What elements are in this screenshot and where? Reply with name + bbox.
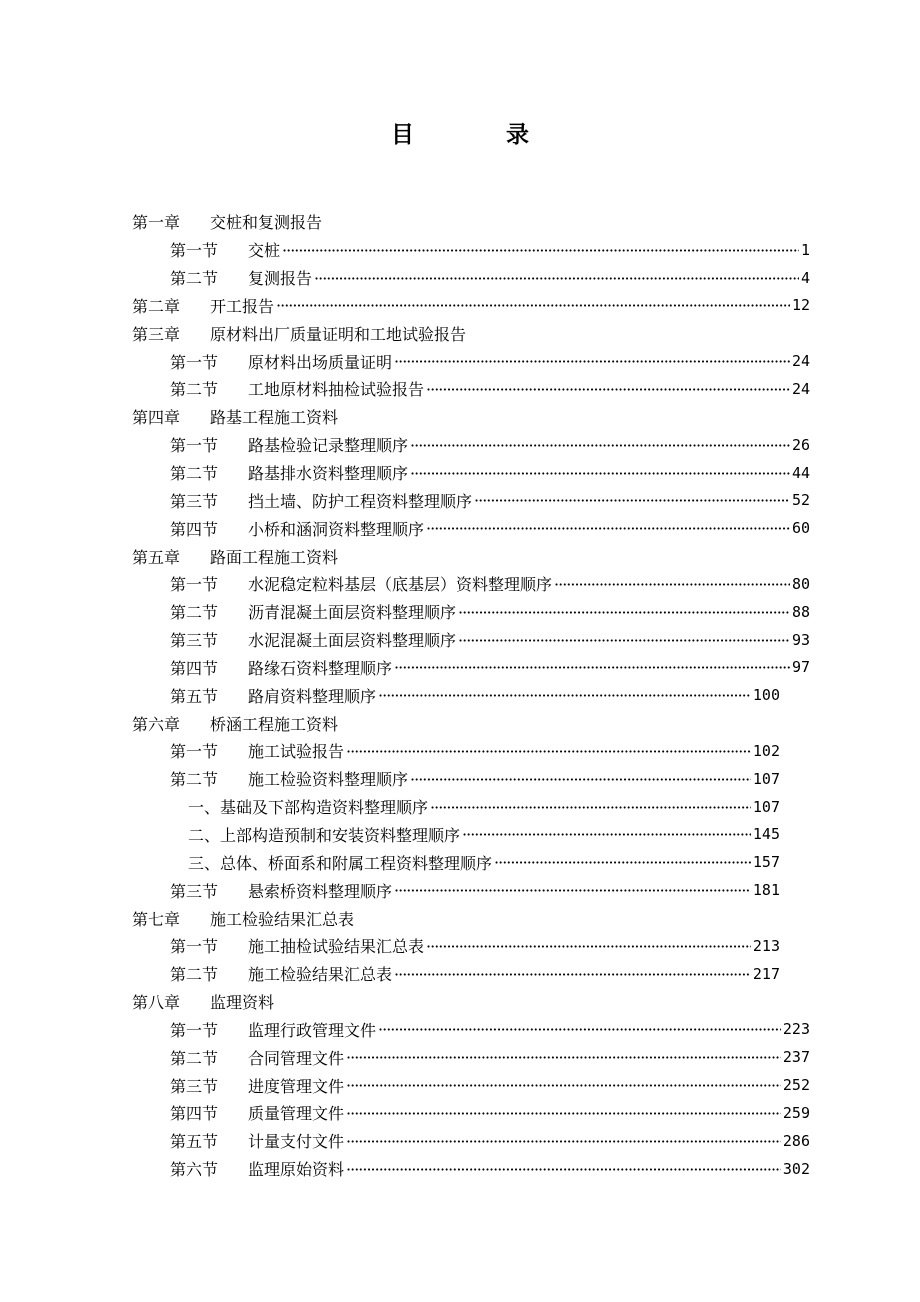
toc-page-number: 24 [791, 352, 810, 371]
toc-entry-number: 第三节 [170, 491, 219, 511]
toc-entry-number: 第六节 [170, 1160, 219, 1180]
toc-page-number: 181 [752, 881, 780, 900]
toc-entry-title: 进度管理文件 [248, 1076, 345, 1096]
dot-leader [426, 521, 790, 537]
toc-section [0, 876, 920, 904]
dot-leader [394, 660, 790, 676]
toc-page-number: 88 [791, 602, 810, 621]
toc-section [0, 514, 920, 542]
dot-leader [494, 855, 751, 871]
dot-leader [458, 605, 790, 621]
toc-entry-title: 桥涵工程施工资料 [210, 714, 339, 734]
toc-entry-title: 路基工程施工资料 [210, 408, 339, 428]
toc-chapter [0, 292, 920, 320]
toc-entry-number: 第二节 [170, 770, 219, 790]
dot-leader [378, 688, 751, 704]
toc-entry-number: 第一节 [170, 937, 219, 957]
dot-leader [346, 744, 751, 760]
toc-entry-title: 路面工程施工资料 [210, 547, 339, 567]
toc-entry-title: 路基排水资料整理顺序 [248, 464, 409, 484]
toc-entry-title: 工地原材料抽检试验报告 [248, 380, 425, 400]
dot-leader [426, 382, 790, 398]
toc-page-number: 12 [791, 296, 810, 315]
dot-leader [474, 493, 790, 509]
toc-entry-title: 悬索桥资料整理顺序 [248, 881, 393, 901]
toc-entry-title: 开工报告 [210, 296, 275, 316]
toc-entry-number: 第八章 [132, 993, 181, 1013]
toc-entry-number: 第五节 [170, 686, 219, 706]
toc-section [0, 431, 920, 459]
toc-entry-title: 监理原始资料 [248, 1160, 345, 1180]
toc-section [0, 765, 920, 793]
toc-page-number: 302 [782, 1159, 810, 1178]
toc-entry-title: 基础及下部构造资料整理顺序 [220, 798, 429, 818]
toc-entry-number: 第三章 [132, 324, 181, 344]
toc-page-number: 259 [782, 1103, 810, 1122]
toc-entry-number: 第一节 [170, 575, 219, 595]
toc-subsection [0, 821, 920, 849]
dot-leader [410, 772, 751, 788]
toc-entry-number: 第一节 [170, 1020, 219, 1040]
toc-entry-number: 第七章 [132, 909, 181, 929]
toc-entry-title: 施工检验结果汇总表 [210, 909, 355, 929]
toc-entry-number: 第四节 [170, 519, 219, 539]
toc-entry-title: 监理行政管理文件 [248, 1020, 377, 1040]
toc-entry-number: 第二节 [170, 380, 219, 400]
toc-page-number: 252 [782, 1076, 810, 1095]
toc-page-number: 1 [800, 240, 810, 259]
toc-section [0, 236, 920, 264]
toc-page-number: 97 [791, 658, 810, 677]
toc-entry-number: 第三节 [170, 631, 219, 651]
toc-entry-title: 路缘石资料整理顺序 [248, 658, 393, 678]
dot-leader [394, 883, 751, 899]
toc-chapter [0, 208, 920, 236]
toc-section [0, 1071, 920, 1099]
toc-entry-number: 第一节 [170, 241, 219, 261]
toc-subsection [0, 793, 920, 821]
toc-entry-title: 计量支付文件 [248, 1132, 345, 1152]
toc-section [0, 681, 920, 709]
toc-subsection [0, 848, 920, 876]
toc-entry-title: 监理资料 [210, 993, 275, 1013]
toc-page-number: 102 [752, 741, 780, 760]
toc-entry-number: 第二节 [170, 1048, 219, 1068]
toc-entry-title: 施工试验报告 [248, 742, 345, 762]
dot-leader [378, 1022, 781, 1038]
dot-leader [410, 466, 790, 482]
toc-page-number: 100 [752, 686, 780, 705]
toc-entry-title: 水泥稳定粒料基层（底基层）资料整理顺序 [248, 575, 553, 595]
toc-page-number: 107 [752, 769, 780, 788]
toc-entry-title: 原材料出场质量证明 [248, 352, 393, 372]
toc-page-number: 213 [752, 936, 780, 955]
toc-entry-number: 二、 [188, 825, 221, 845]
toc-section [0, 486, 920, 514]
dot-leader [462, 827, 751, 843]
toc-entry-title: 施工检验结果汇总表 [248, 965, 393, 985]
toc-section [0, 1015, 920, 1043]
toc-entry-number: 第三节 [170, 881, 219, 901]
toc-section [0, 598, 920, 626]
toc-entry-title: 挡土墙、防护工程资料整理顺序 [248, 491, 473, 511]
toc-page-number: 93 [791, 630, 810, 649]
toc-entry-number: 第二节 [170, 269, 219, 289]
toc-section [0, 1127, 920, 1155]
toc-entry-title: 复测报告 [248, 269, 313, 289]
toc-entry-title: 交桩 [248, 241, 281, 261]
dot-leader [430, 800, 751, 816]
toc-page-number: 107 [752, 797, 780, 816]
toc-section [0, 1155, 920, 1183]
toc-chapter [0, 403, 920, 431]
toc-entry-number: 第五节 [170, 1132, 219, 1152]
toc-entry-number: 第一章 [132, 213, 181, 233]
dot-leader [276, 298, 790, 314]
toc-entry-title: 路基检验记录整理顺序 [248, 436, 409, 456]
toc-entry-number: 第二章 [132, 296, 181, 316]
dot-leader [314, 271, 799, 287]
toc-entry-number: 第一节 [170, 352, 219, 372]
toc-page-number: 157 [752, 853, 780, 872]
toc-chapter [0, 988, 920, 1016]
toc-entry-title: 沥青混凝土面层资料整理顺序 [248, 603, 457, 623]
toc-page-number: 145 [752, 825, 780, 844]
toc-entry-title: 施工检验资料整理顺序 [248, 770, 409, 790]
toc-section [0, 932, 920, 960]
toc-entry-number: 三、 [188, 853, 221, 873]
toc-page-number: 24 [791, 379, 810, 398]
toc-entry-number: 一、 [188, 798, 221, 818]
toc-page-number: 217 [752, 964, 780, 983]
toc-entry-number: 第二节 [170, 965, 219, 985]
dot-leader [554, 577, 790, 593]
toc-section [0, 1099, 920, 1127]
toc-page-number: 286 [782, 1131, 810, 1150]
toc-section [0, 264, 920, 292]
toc-entry-title: 水泥混凝土面层资料整理顺序 [248, 631, 457, 651]
toc-chapter [0, 904, 920, 932]
dot-leader [410, 438, 790, 454]
toc-chapter [0, 319, 920, 347]
toc-entry-number: 第一节 [170, 742, 219, 762]
dot-leader [346, 1050, 781, 1066]
toc-entry-title: 上部构造预制和安装资料整理顺序 [220, 825, 461, 845]
toc-entry-title: 合同管理文件 [248, 1048, 345, 1068]
table-of-contents [0, 208, 920, 1183]
toc-section [0, 654, 920, 682]
toc-entry-number: 第四节 [170, 1104, 219, 1124]
toc-page-number: 26 [791, 435, 810, 454]
dot-leader [282, 243, 799, 259]
toc-entry-number: 第四章 [132, 408, 181, 428]
toc-entry-title: 质量管理文件 [248, 1104, 345, 1124]
toc-section [0, 459, 920, 487]
toc-page-number: 237 [782, 1048, 810, 1067]
toc-entry-title: 原材料出厂质量证明和工地试验报告 [210, 324, 467, 344]
dot-leader [346, 1078, 781, 1094]
toc-page-number: 4 [800, 268, 810, 287]
dot-leader [394, 354, 790, 370]
toc-section [0, 960, 920, 988]
toc-chapter [0, 709, 920, 737]
toc-entry-number: 第三节 [170, 1076, 219, 1096]
toc-entry-number: 第一节 [170, 436, 219, 456]
toc-entry-title: 施工抽检试验结果汇总表 [248, 937, 425, 957]
dot-leader [346, 1162, 781, 1178]
dot-leader [394, 967, 751, 983]
toc-entry-title: 总体、桥面系和附属工程资料整理顺序 [220, 853, 493, 873]
toc-page-number: 44 [791, 463, 810, 482]
toc-page-number: 80 [791, 574, 810, 593]
toc-entry-number: 第二节 [170, 464, 219, 484]
toc-entry-title: 交桩和复测报告 [210, 213, 323, 233]
toc-section [0, 375, 920, 403]
toc-page-number: 60 [791, 519, 810, 538]
page-title: 目 录 [390, 121, 571, 148]
toc-section [0, 347, 920, 375]
dot-leader [346, 1134, 781, 1150]
toc-entry-number: 第二节 [170, 603, 219, 623]
toc-entry-number: 第五章 [132, 547, 181, 567]
toc-section [0, 1043, 920, 1071]
toc-chapter [0, 542, 920, 570]
toc-entry-number: 第六章 [132, 714, 181, 734]
toc-section [0, 737, 920, 765]
dot-leader [426, 939, 751, 955]
toc-entry-title: 路肩资料整理顺序 [248, 686, 377, 706]
dot-leader [346, 1106, 781, 1122]
toc-entry-number: 第四节 [170, 658, 219, 678]
toc-section [0, 626, 920, 654]
toc-page-number: 223 [782, 1020, 810, 1039]
toc-page-number: 52 [791, 491, 810, 510]
dot-leader [458, 633, 790, 649]
toc-entry-title: 小桥和涵洞资料整理顺序 [248, 519, 425, 539]
toc-section [0, 570, 920, 598]
